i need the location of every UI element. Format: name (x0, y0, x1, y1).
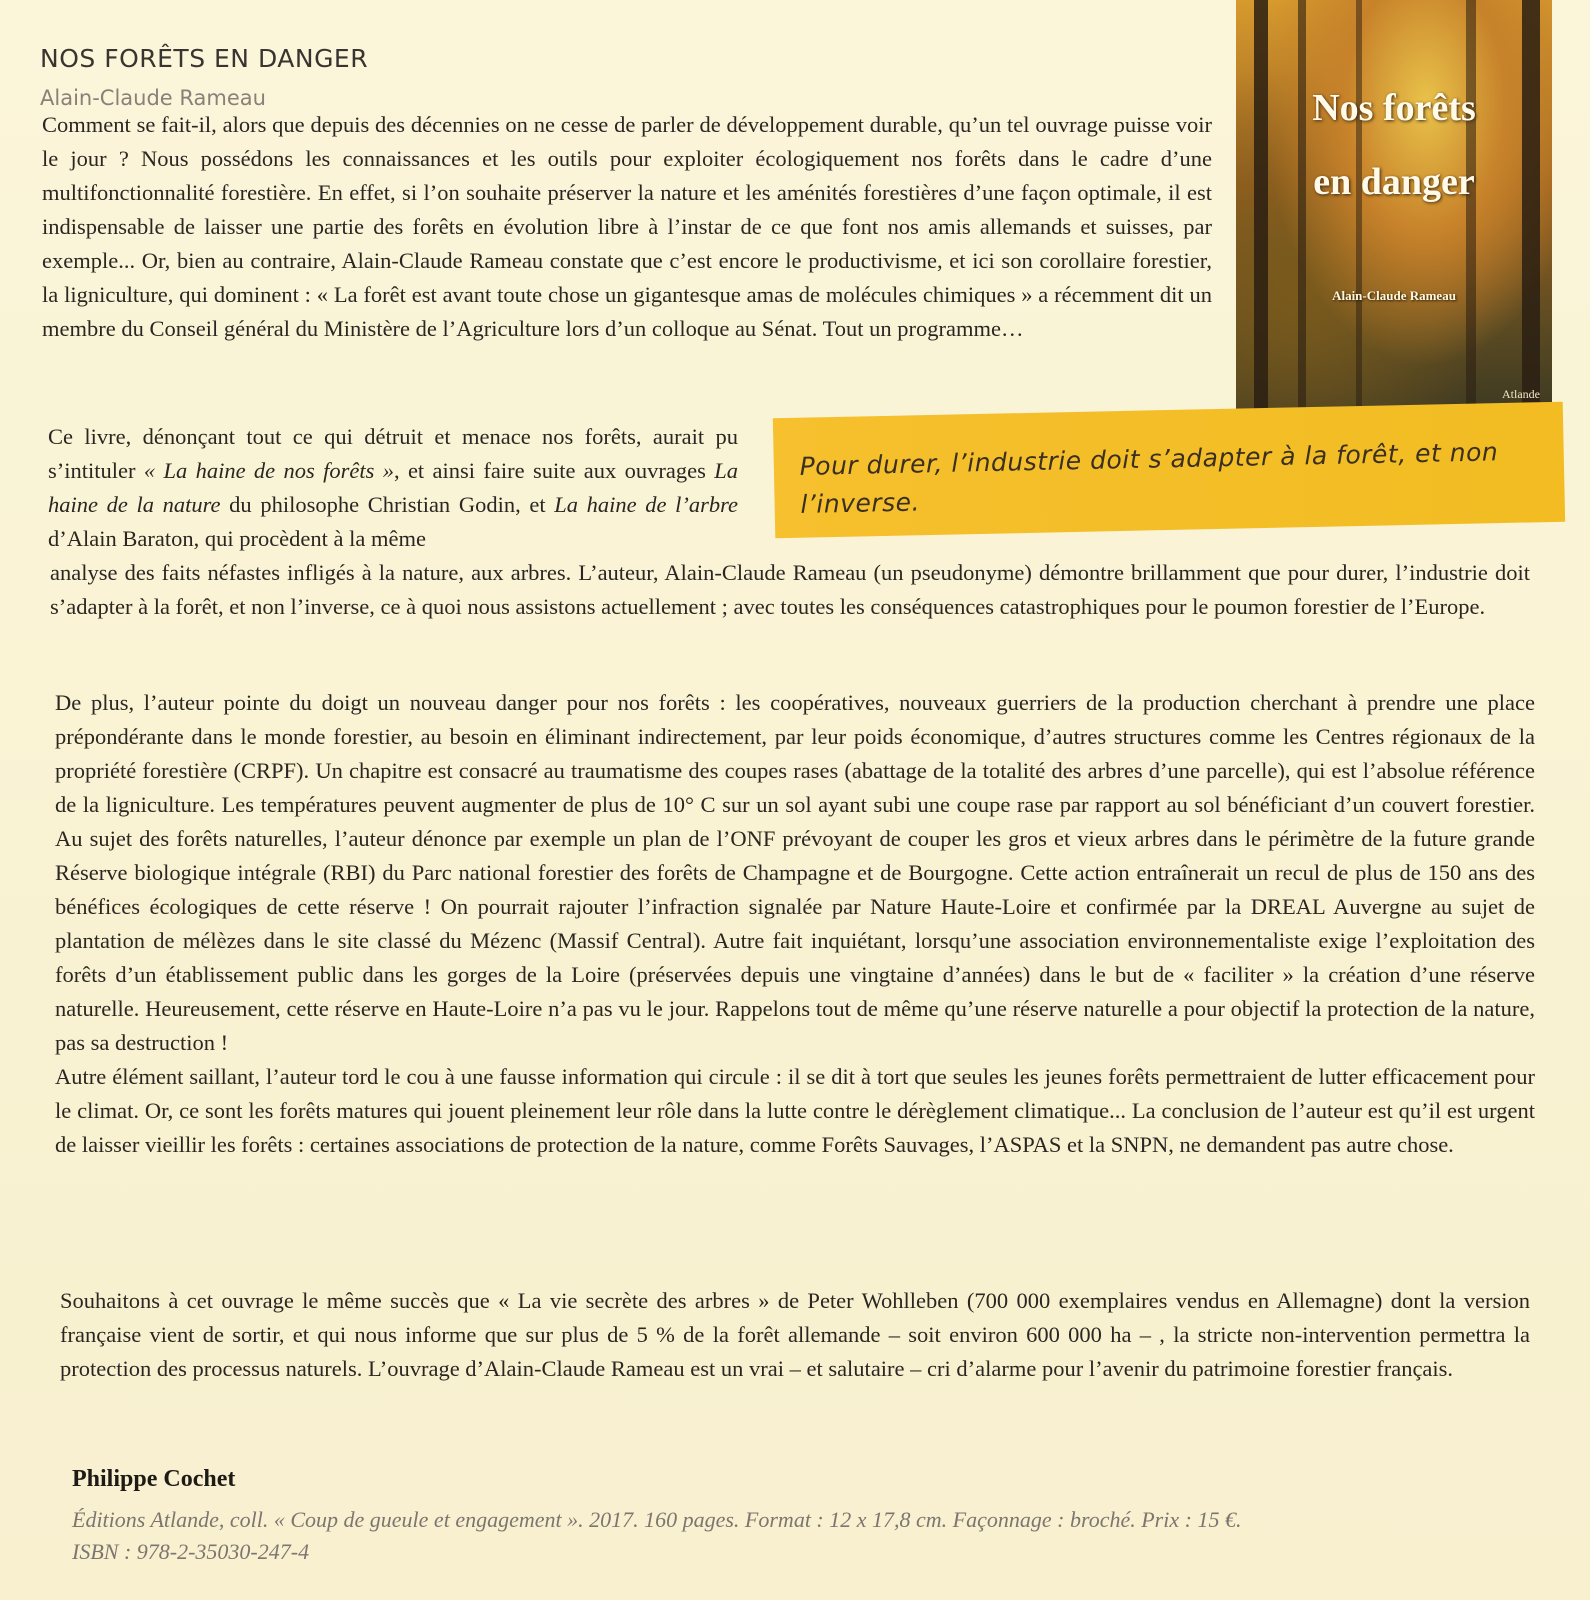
paragraph-second-column (48, 420, 738, 556)
paragraph3-continued: Autre élément saillant, l’auteur tord le cou à une fausse information qui circule : il se dit à tort que seules les jeunes forêts permettraient de lutter efficacement pour le climat. Or, ce sont les forêts matures qui jouent pleinement leur rôle dans la lutte contre le dérèglement climatique... La conclusion de l’auteur est qu’il est urgent de laisser vieillir les forêts : certaines associations de protection de la nature, comme Forêts Sauvages, l’ASPAS et la SNPN, ne demandent pas autre chose. (55, 1064, 1535, 1157)
paragraph2-text-3: du philosophe Christian Godin, et (220, 492, 555, 517)
paragraph2-italic-1: « La haine de nos forêts » (143, 458, 394, 483)
paragraph2-italic-3: La haine de l’arbre (554, 492, 738, 517)
book-cover-publisher: Atlande (1502, 387, 1540, 401)
paragraph-conclusion: Souhaitons à cet ouvrage le même succès que « La vie secrète des arbres » de Peter Wohlleben (700 000 exemplaires vendus en Allemagne) dont la version française vient de sortir, et qui nous informe que sur plus de 5 % de la forêt allemande – soit environ 600 000 ha – , la stricte non-intervention permettra la protection des processus naturels. L’ouvrage d’Alain-Claude Rameau est un vrai – et salutaire – cri d’alarme pour l’avenir du patrimoine forestier français. (60, 1288, 1530, 1381)
edition-line: Éditions Atlande, coll. « Coup de gueule et engagement ». 2017. 160 pages. Format : 12 x 17,8 cm. Façonnage : broché. Prix : 15 €. (72, 1507, 1242, 1532)
book-cover-title-2: en danger (1313, 161, 1475, 203)
paragraph-second-continued: analyse des faits néfastes infligés à la nature, aux arbres. L’auteur, Alain-Claude Rameau (un pseudonyme) démontre brillamment que pour durer, l’industrie doit s’adapter à la forêt, et non l’inverse, ce à quoi nous assistons actuellement ; avec toutes les conséquences catastrophiques pour le poumon forestier de l’Europe. (50, 560, 1530, 619)
isbn-line: ISBN : 978-2-35030-247-4 (72, 1539, 310, 1564)
article-author: Alain-Claude Rameau (40, 86, 266, 110)
book-cover-author: Alain-Claude Rameau (1332, 288, 1456, 303)
book-cover-image (1236, 0, 1552, 412)
review-signature: Philippe Cochet (72, 1466, 236, 1492)
paragraph3-body: De plus, l’auteur pointe du doigt un nouveau danger pour nos forêts : les coopératives, nouveaux guerriers de la production cherchant à prendre une place prépondérante dans le monde forestier, au besoin en éliminant indirectement, par leur poids économique, d’autres structures comme les Centres régionaux de la propriété forestière (CRPF). Un chapitre est consacré au traumatisme des coupes rases (abattage de la totalité des arbres d’une parcelle), qui est l’absolue référence de la ligniculture. Les températures peuvent augmenter de plus de 10° C sur un sol ayant subi une coupe rase par rapport au sol bénéficiant d’un couvert forestier. Au sujet des forêts naturelles, l’auteur dénonce par exemple un plan de l’ONF prévoyant de couper les gros et vieux arbres dans le périmètre de la future grande Réserve biologique intégrale (RBI) du Parc national forestier des forêts de Champagne et de Bourgogne. Cette action entraînerait un recul de plus de 150 ans des bénéfices écologiques de cette réserve ! On pourrait rajouter l’infraction signalée par Nature Haute-Loire et confirmée par la DREAL Auvergne au sujet de plantation de mélèzes dans le site classé du Mézenc (Massif Central). Autre fait inquiétant, lorsqu’une association environnementaliste exige l’exploitation des forêts d’un établissement public dans les gorges de la Loire (préservées depuis une vingtaine d’années) dans le but de « faciliter » la création d’une réserve naturelle. Heureusement, cette réserve en Haute-Loire n’a pas vu le jour. Rappelons tout de même qu’une réserve naturelle a pour objectif la protection de la nature, pas sa destruction ! (55, 690, 1535, 1055)
paragraph2-text-1: Ce livre, dénonçant tout ce qui détruit et menace nos forêts, aurait pu s’intituler (48, 424, 738, 483)
edition-info (72, 1504, 1472, 1568)
paragraph2-text-2: , et ainsi faire suite aux ouvrages (393, 458, 715, 483)
paragraph-intro: Comment se fait-il, alors que depuis des décennies on ne cesse de parler de développement durable, qu’un tel ouvrage puisse voir le jour ? Nous possédons les connaissances et les outils pour exploiter écologiquement nos forêts dans le cadre d’une multifonctionnalité forestière. En effet, si l’on souhaite préserver la nature et les aménités forestières d’une façon optimale, il est indispensable de laisser une partie des forêts en évolution libre à l’instar de ce que font nos amis allemands et suisses, par exemple... Or, bien au contraire, Alain-Claude Rameau constate que c’est encore le productivisme, et ici son corollaire forestier, la ligniculture, qui dominent : « La forêt est avant toute chose un gigantesque amas de molécules chimiques » a récemment dit un membre du Conseil général du Ministère de l’Agriculture lors d’un colloque au Sénat. Tout un programme… (42, 112, 1212, 341)
paragraph2-text-4: d’Alain Baraton, qui procèdent à la même (48, 526, 426, 551)
paragraph-third (55, 686, 1535, 1162)
paragraph2-italic-2: La haine de la nature (48, 458, 738, 517)
book-cover-title-1: Nos forêts (1312, 87, 1476, 129)
article-title: NOS FORÊTS EN DANGER (40, 44, 369, 73)
pull-quote: Pour durer, l’industrie doit s’adapter à la forêt, et non l’inverse. (799, 437, 1499, 519)
